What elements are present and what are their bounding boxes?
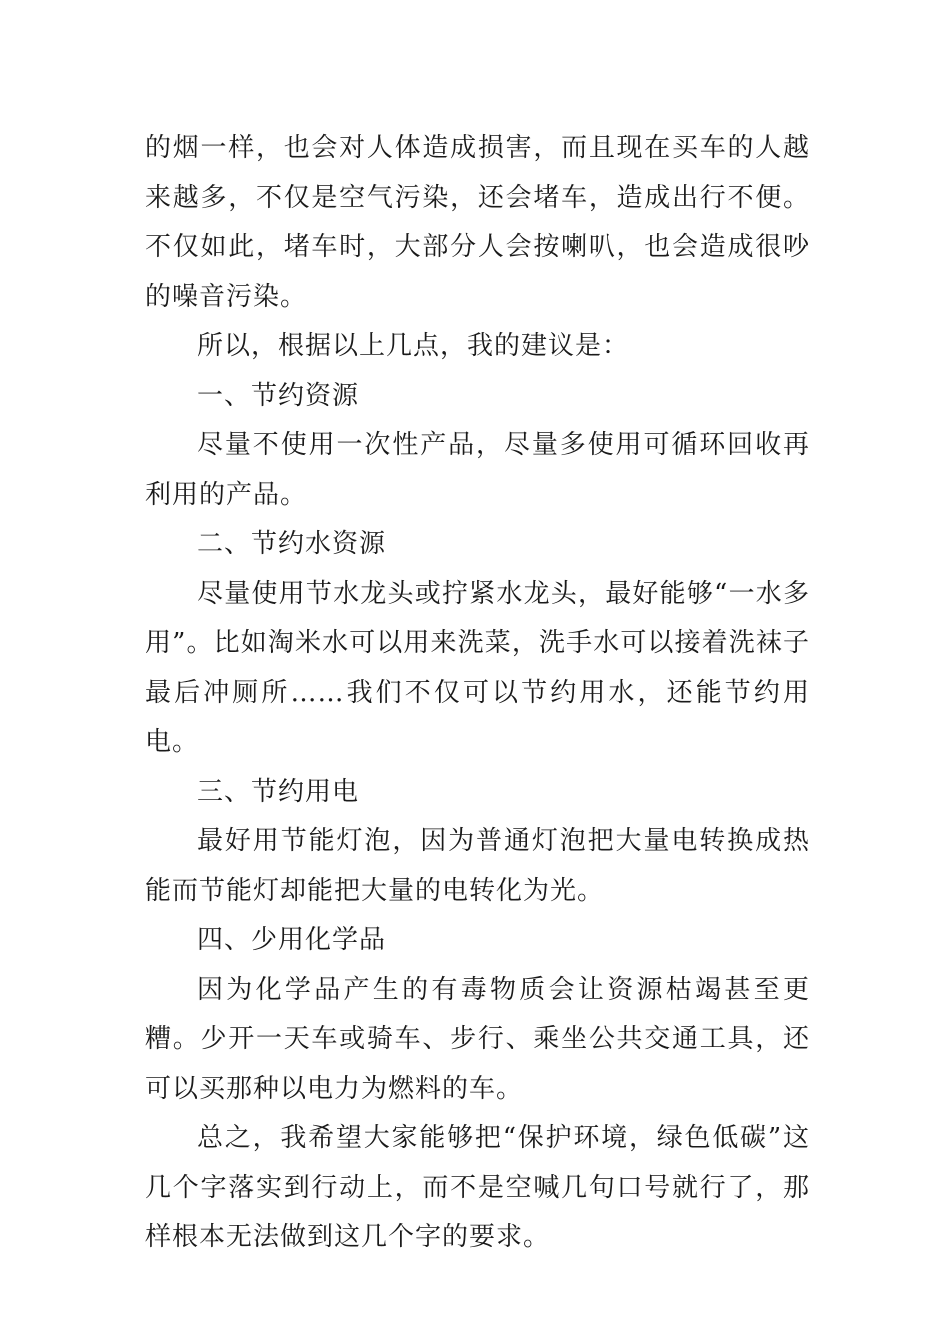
document-body bbox=[145, 124, 810, 1263]
paragraph-conclusion: 总之，我希望大家能够把“保护环境，绿色低碳”这几个字落实到行动上，而不是空喊几句口号就行了，那样根本无法做到这几个字的要求。 bbox=[145, 1123, 810, 1252]
heading-save-electricity: 三、节约用电 bbox=[197, 776, 360, 807]
paragraph-continuation: 的烟一样，也会对人体造成损害，而且现在买车的人越来越多，不仅是空气污染，还会堵车，造成出行不便。不仅如此，堵车时，大部分人会按喇叭，也会造成很吵的噪音污染。 bbox=[145, 133, 810, 312]
heading-save-resources: 一、节约资源 bbox=[197, 380, 360, 411]
paragraph-save-resources: 尽量不使用一次性产品，尽量多使用可循环回收再利用的产品。 bbox=[145, 430, 810, 510]
paragraph-save-electricity: 最好用节能灯泡，因为普通灯泡把大量电转换成热能而节能灯却能把大量的电转化为光。 bbox=[145, 826, 810, 906]
paragraph-less-chemicals: 因为化学品产生的有毒物质会让资源枯竭甚至更糟。少开一天车或骑车、步行、乘坐公共交通工具，还可以买那种以电力为燃料的车。 bbox=[145, 974, 810, 1104]
paragraph-suggestion-intro: 所以，根据以上几点，我的建议是： bbox=[197, 331, 630, 361]
heading-less-chemicals: 四、少用化学品 bbox=[197, 925, 387, 955]
heading-save-water: 二、节约水资源 bbox=[197, 529, 387, 559]
paragraph-save-water: 尽量使用节水龙头或拧紧水龙头，最好能够“一水多用”。比如淘米水可以用来洗菜，洗手水可以接着洗袜子最后冲厕所……我们不仅可以节约用水，还能节约用电。 bbox=[145, 578, 810, 757]
